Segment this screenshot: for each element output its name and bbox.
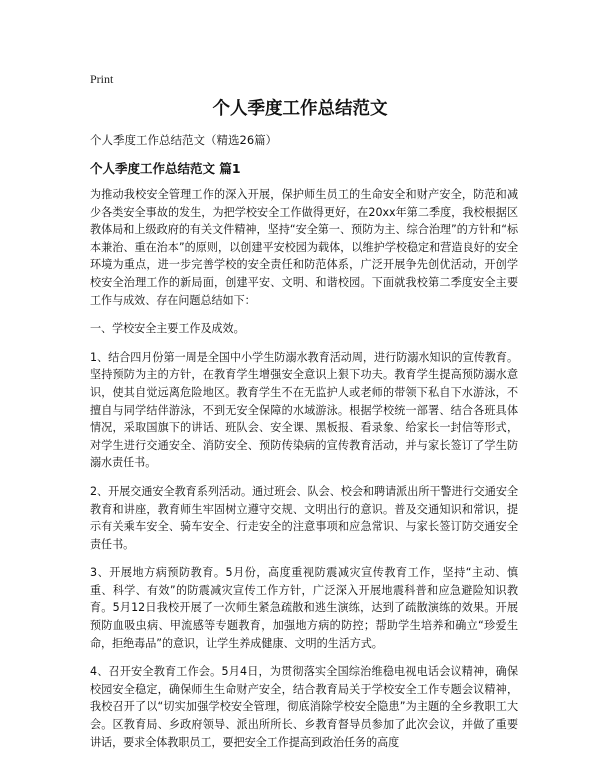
print-link[interactable]: Print [90,72,114,86]
document-body [90,186,518,762]
paragraph-item-4: 4、召开安全教育工作会。5月4日，为贯彻落实全国综治维稳电视电话会议精神，确保校园安全稳定，确保师生生命财产安全，结合教育局关于学校安全工作专题会议精神，我校召开了以“切实加强学校安全管理，彻底消除学校安全隐患”为主题的全乡教职工大会。区教育局、乡政府领导、派出所所长、乡教育督导员参加了此次会议，并做了重要讲话，要求全体教职员工，要把安全工作提高到政治任务的高度 [90,665,518,749]
paragraph-heading-1: 一、学校安全主要工作及成效。 [90,322,245,336]
paragraph-intro: 为推动我校安全管理工作的深入开展，保护师生员工的生命安全和财产安全，防范和减少各类安全事故的发生，为把学校安全工作做得更好，在20xx年第二季度，我校根据区教体局和上级政府的有关文件精神，坚持“安全第一、预防为主、综合治理”的方针和“标本兼治、重在治本”的原则，以创建平安校园为载体，以维护学校稳定和营造良好的安全环境为重点，进一步完善学校的安全责任和防范体系，广泛开展争先创优活动，开创学校安全治理工作的新局面，创建平安、文明、和谐校园。下面就我校第二季度安全主要工作与成效、存在问题总结如下： [90,188,518,307]
paragraph-item-3: 3、开展地方病预防教育。5月份，高度重视防震减灾宣传教育工作，坚持“主动、慎重、科学、有效”的防震减灾宣传工作方针，广泛深入开展地震科普和应急避险知识教育。5月12日我校开展了一次师生紧急疏散和逃生演练，达到了疏散演练的效果。开展预防血吸虫病、甲流感等专题教育，加强地方病的防控；帮助学生培养和确立“珍爱生命，拒绝毒品”的意识，让学生养成健康、文明的生活方式。 [90,566,518,650]
document-title: 个人季度工作总结范文 [212,99,388,119]
paragraph-item-2: 2、开展交通安全教育系列活动。通过班会、队会、校会和聘请派出所干警进行交通安全教育和讲座，教育师生牢固树立遵守交规、文明出行的意识。普及交通知识和常识，提示有关乘车安全、骑车安全、行走安全的注意事项和应急常识、与家长签订防交通安全责任书。 [90,484,518,551]
document-subtitle: 个人季度工作总结范文（精选26篇） [90,133,278,147]
section-heading: 个人季度工作总结范文 篇1 [90,161,241,176]
paragraph-item-1: 1、结合四月份第一周是全国中小学生防溺水教育活动周，进行防溺水知识的宣传教育。坚持预防为主的方针，在教育学生增强安全意识上狠下功夫。教育学生提高预防溺水意识，使其自觉远离危险地区。教育学生不在无监护人或老师的带领下私自下水游泳，不擅自与同学结伴游泳，不到无安全保障的水域游泳。根据学校统一部署、结合各班具体情况，采取国旗下的讲话、班队会、安全课、黑板报、看录象、给家长一封信等形式，对学生进行交通安全、消防安全、预防传染病的宣传教育活动，并与家长签订了学生防溺水责任书。 [90,350,518,470]
